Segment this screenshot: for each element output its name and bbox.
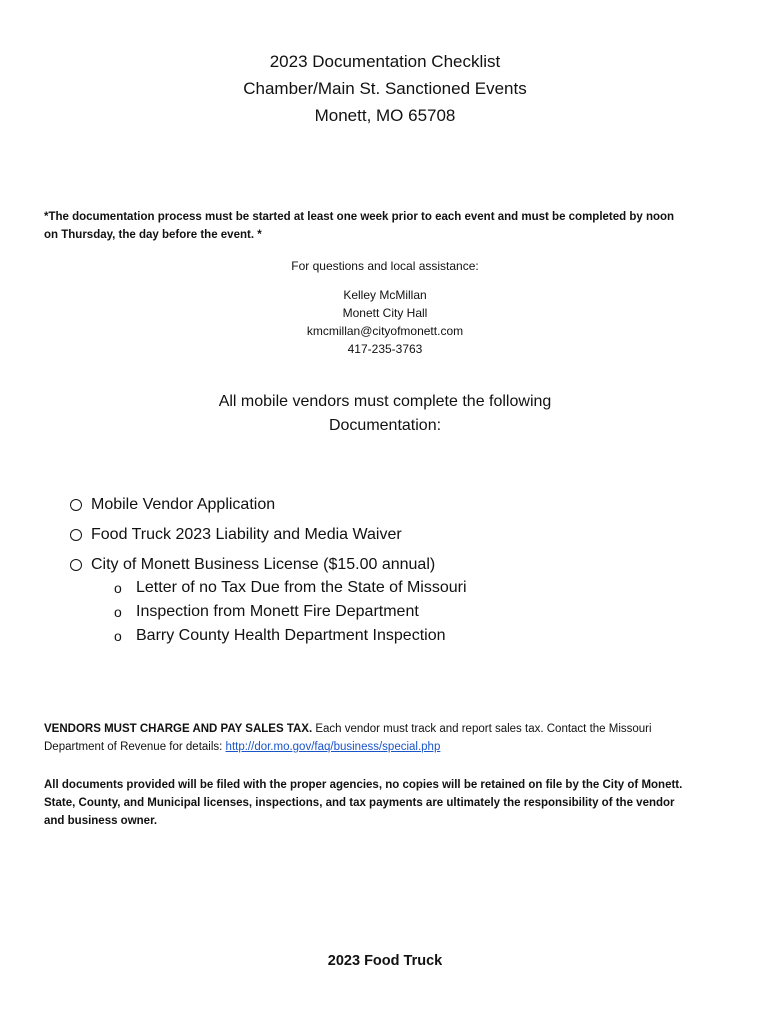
sublist-item-label: Letter of no Tax Due from the State of Missouri — [136, 579, 467, 596]
sales-tax-line-1 — [44, 720, 724, 738]
business-license-sublist — [114, 576, 720, 648]
questions-label: For questions and local assistance: — [291, 259, 479, 273]
title-line-2: Chamber/Main St. Sanctioned Events — [243, 79, 527, 98]
vendors-heading-line-1: All mobile vendors must complete the following — [218, 393, 552, 410]
checklist-item-label: City of Monett Business License ($15.00 annual) — [91, 556, 436, 573]
vendors-heading-line-2: Documentation: — [328, 417, 442, 434]
sales-tax-line-2 — [44, 738, 724, 756]
title-line-1: 2023 Documentation Checklist — [269, 52, 501, 71]
disclaimer-line-2: State, County, and Municipal licenses, inspections, and tax payments are ultimately the responsibility of the vendor — [44, 797, 675, 809]
deadline-notice — [44, 208, 724, 244]
checkbox-circle-icon — [70, 499, 82, 511]
documentation-checklist — [70, 490, 720, 648]
dor-link[interactable]: http://dor.mo.gov/faq/business/special.php — [225, 741, 441, 753]
sublist-item — [114, 576, 720, 600]
contact-phone: 417-235-3763 — [347, 342, 423, 356]
sub-bullet-icon: o — [114, 604, 122, 620]
title-line-3: Monett, MO 65708 — [314, 106, 456, 125]
contact-block — [0, 286, 770, 358]
sales-tax-notice — [44, 720, 724, 756]
contact-name: Kelley McMillan — [343, 288, 427, 302]
disclaimer-line-1: All documents provided will be filed with the proper agencies, no copies will be retained on file by the City of Monett. — [44, 779, 683, 791]
notice-line-2: on Thursday, the day before the event. * — [44, 229, 262, 241]
sublist-item — [114, 600, 720, 624]
checkbox-circle-icon — [70, 529, 82, 541]
document-title — [0, 48, 770, 129]
sub-bullet-icon: o — [114, 580, 122, 596]
sales-tax-text-1: Each vendor must track and report sales tax. Contact the Missouri — [312, 723, 652, 735]
notice-line-1: *The documentation process must be started at least one week prior to each event and must be completed by noon — [44, 211, 675, 223]
checklist-item-label: Mobile Vendor Application — [91, 496, 276, 513]
vendors-heading — [0, 390, 770, 438]
next-section-title: 2023 Food Truck — [327, 953, 443, 969]
contact-office: Monett City Hall — [342, 306, 428, 320]
contact-email: kmcmillan@cityofmonett.com — [306, 324, 464, 338]
sublist-item-label: Barry County Health Department Inspection — [136, 627, 446, 644]
checklist-item-label: Food Truck 2023 Liability and Media Waiver — [91, 526, 402, 543]
sub-bullet-icon: o — [114, 628, 122, 644]
disclaimer-line-3: and business owner. — [44, 815, 158, 827]
sales-tax-heading: VENDORS MUST CHARGE AND PAY SALES TAX. — [44, 723, 313, 735]
checklist-item — [70, 490, 720, 520]
checklist-item — [70, 520, 720, 550]
sublist-item-label: Inspection from Monett Fire Department — [136, 603, 419, 620]
sales-tax-text-2: Department of Revenue for details: — [44, 741, 226, 753]
documents-disclaimer — [44, 776, 734, 830]
sublist-item — [114, 624, 720, 648]
checkbox-circle-icon — [70, 559, 82, 571]
